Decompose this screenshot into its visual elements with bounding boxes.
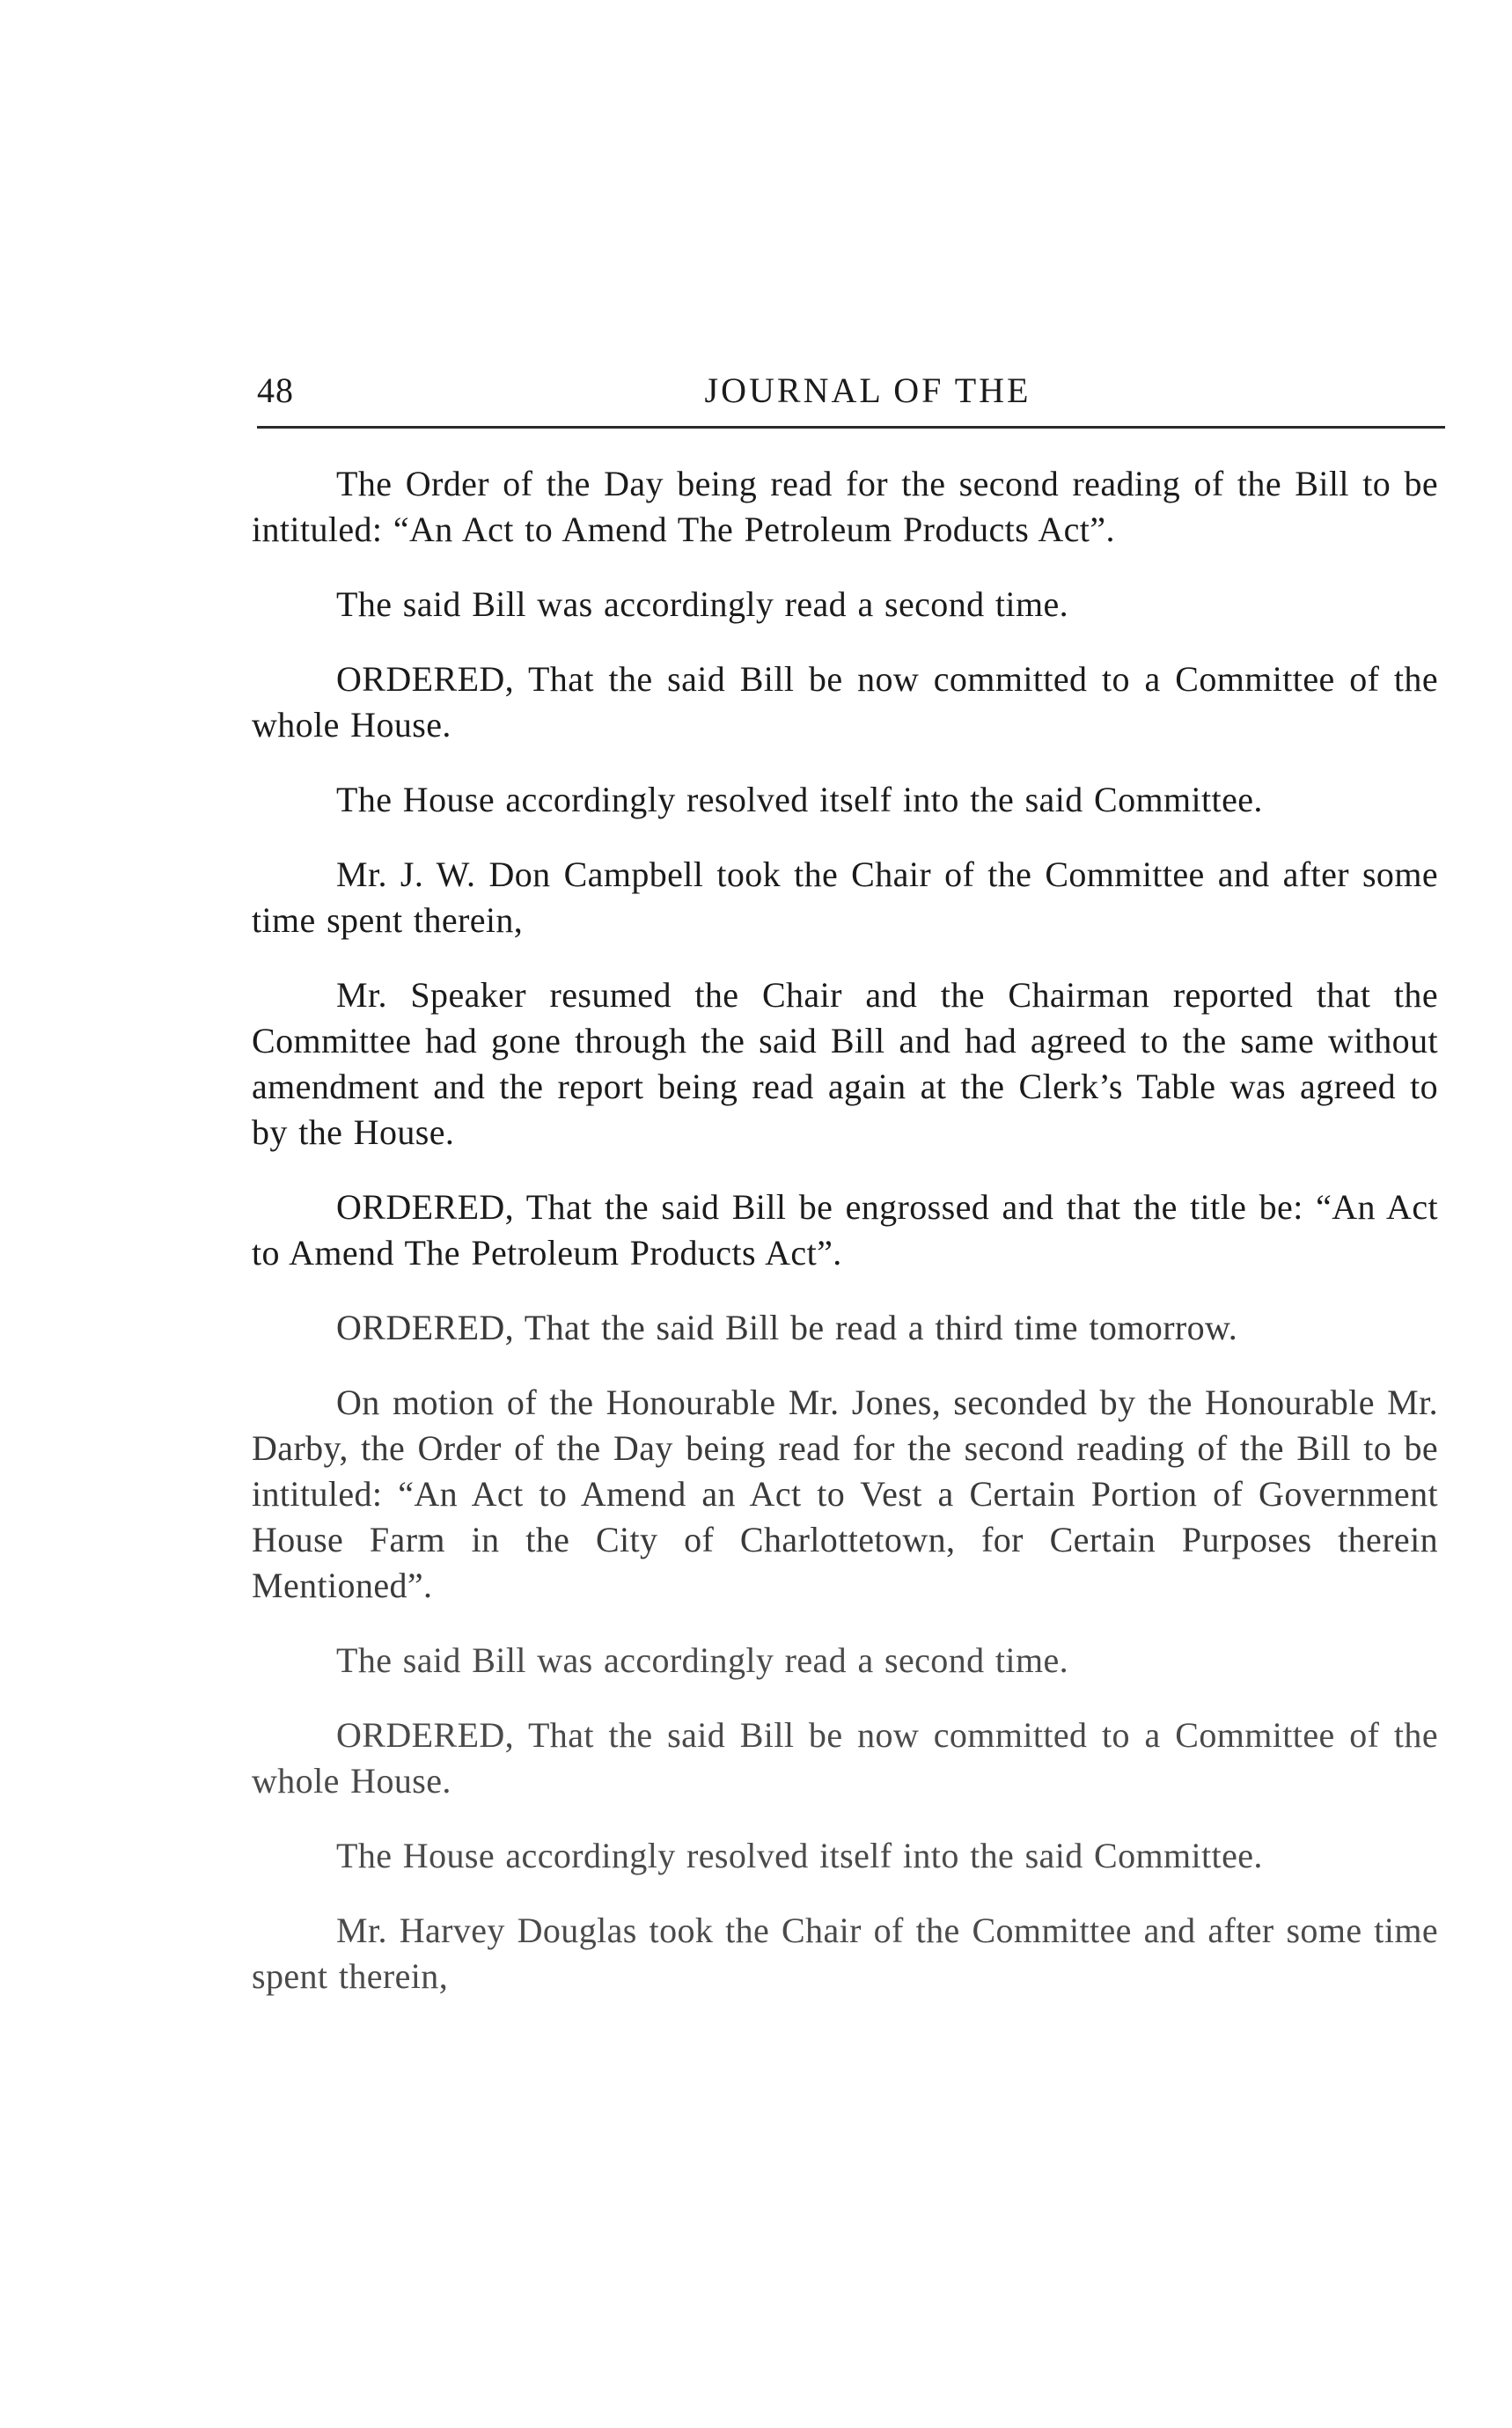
paragraph: The said Bill was accordingly read a second time. [336, 1640, 1069, 1680]
page-number: 48 [257, 370, 294, 410]
paragraph: The House accordingly resolved itself into the said Committee. [336, 780, 1263, 819]
paragraph: The House accordingly resolved itself into the said Committee. [336, 1836, 1263, 1875]
paragraph: ORDERED, That the said Bill be read a third time tomorrow. [336, 1308, 1238, 1347]
page-header [257, 364, 1443, 417]
body-text [252, 461, 1438, 2028]
paragraph: Mr. Harvey Douglas took the Chair of the Committee and after some time spent therein, [252, 1911, 1438, 1996]
paragraph: Mr. J. W. Don Campbell took the Chair of the Committee and after some time spent therein, [252, 855, 1438, 940]
header-rule [257, 426, 1445, 429]
paragraph: Mr. Speaker resumed the Chair and the Chairman reported that the Committee had gone through the said Bill and had agreed to the same without amendment and the report being read again at the Clerk’s Table was agreed to by the House. [252, 975, 1438, 1152]
paragraph: ORDERED, That the said Bill be now committed to a Committee of the whole House. [252, 1715, 1438, 1801]
paragraph: The said Bill was accordingly read a second time. [336, 584, 1069, 624]
paragraph: ORDERED, That the said Bill be engrossed and that the title be: “An Act to Amend The Petroleum Products Act”. [252, 1187, 1438, 1273]
running-title: JOURNAL OF THE [704, 370, 1031, 410]
paragraph: ORDERED, That the said Bill be now committed to a Committee of the whole House. [252, 659, 1438, 745]
paragraph: On motion of the Honourable Mr. Jones, seconded by the Honourable Mr. Darby, the Order of the Day being read for the second reading of the Bill to be intituled: “An Act to Amend an Act to Vest a Certain Portion of Government House Farm in the City of Charlottetown, for Certain Purposes therein Mentioned”. [252, 1383, 1438, 1605]
paragraph: The Order of the Day being read for the second reading of the Bill to be intituled: “An Act to Amend The Petroleum Products Act”. [252, 464, 1438, 549]
